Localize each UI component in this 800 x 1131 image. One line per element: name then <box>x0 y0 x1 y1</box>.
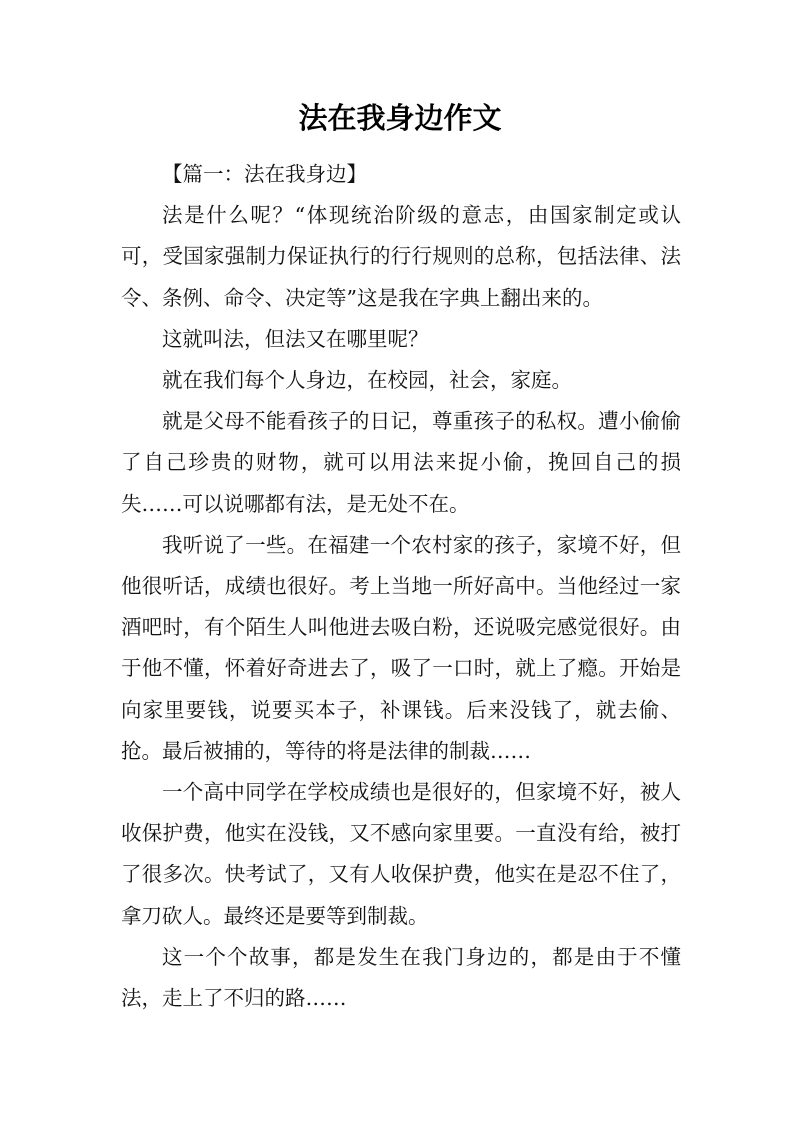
section-heading: 【篇一：法在我身边】 <box>162 162 367 186</box>
paragraph: 法是什么呢？“体现统治阶级的意志，由国家制定或认可，受国家强制力保证执行的行行规则的总称，包括法律、法令、条例、命令、决定等”这是我在字典上翻出来的。 <box>121 203 681 310</box>
paragraph: 这一个个故事，都是发生在我门身边的，都是由于不懂法，走上了不归的路…… <box>121 944 681 1011</box>
document-body <box>121 154 681 1019</box>
paragraph: 就在我们每个人身边，在校园，社会，家庭。 <box>162 368 572 393</box>
paragraph: 一个高中同学在学校成绩也是很好的，但家境不好，被人收保护费，他实在没钱，又不感向家里要。一直没有给，被打了很多次。快考试了，又有人收保护费，他实在是忍不住了，拿刀砍人。最终还是要等到制裁。 <box>121 780 681 928</box>
paragraph: 我听说了一些。在福建一个农村家的孩子，家境不好，但他很听话，成绩也很好。考上当地一所好高中。当他经过一家酒吧时，有个陌生人叫他进去吸白粉，还说吸完感觉很好。由于他不懂，怀着好奇进去了，吸了一口时，就上了瘾。开始是向家里要钱，说要买本子，补课钱。后来没钱了，就去偷、抢。最后被捕的，等待的将是法律的制裁…… <box>121 532 681 763</box>
paragraph: 这就叫法，但法又在哪里呢？ <box>162 326 429 351</box>
document-title: 法在我身边作文 <box>298 101 502 135</box>
paragraph: 就是父母不能看孩子的日记，尊重孩子的私权。遭小偷偷了自己珍贵的财物，就可以用法来捉小偷，挽回自己的损失……可以说哪都有法，是无处不在。 <box>121 409 681 516</box>
